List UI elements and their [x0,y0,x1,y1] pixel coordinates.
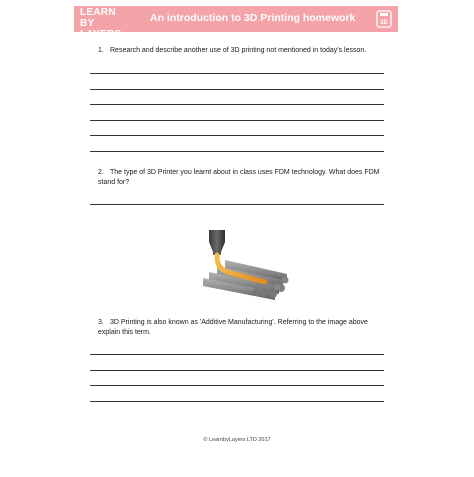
question-1-number: 1. [98,47,104,54]
print-nozzle [209,230,225,255]
answer-line-3b[interactable] [90,370,384,371]
fdm-nozzle-illustration [195,230,295,302]
answer-line-1d[interactable] [90,120,384,121]
answer-line-1b[interactable] [90,89,384,90]
answer-line-3c[interactable] [90,385,384,386]
page-title: An introduction to 3D Printing homework [150,12,356,24]
badge-text: 3D [380,20,388,26]
logo-line-2: LAYERS [80,29,122,40]
layer-rods [203,260,289,300]
answer-line-1e[interactable] [90,135,384,136]
question-2 [98,168,388,188]
answer-line-1c[interactable] [90,104,384,105]
header-banner [74,6,398,40]
answer-line-1a[interactable] [90,73,384,74]
3d-printer-icon [376,10,392,28]
copyright-footer: © LearnbyLayers LTD 2017 [203,437,271,443]
question-2-number: 2. [98,169,104,176]
answer-line-3a[interactable] [90,354,384,355]
logo-line-1: LEARN BY [80,7,116,29]
answer-line-1f[interactable] [90,151,384,152]
question-3 [98,318,388,338]
question-1-text: Research and describe another use of 3D printing not mentioned in today's lesson. [110,47,367,54]
learn-by-layers-logo [80,7,132,40]
question-3-text: 3D Printing is also known as 'Additive Manufacturing'. Referring to the image above explain this term. [98,319,368,336]
question-3-number: 3. [98,319,104,326]
question-1 [98,46,398,56]
answer-line-2a[interactable] [90,204,384,205]
question-2-text: The type of 3D Printer you learnt about in class uses FDM technology. What does FDM stand for? [98,169,380,186]
answer-line-3d[interactable] [90,401,384,402]
